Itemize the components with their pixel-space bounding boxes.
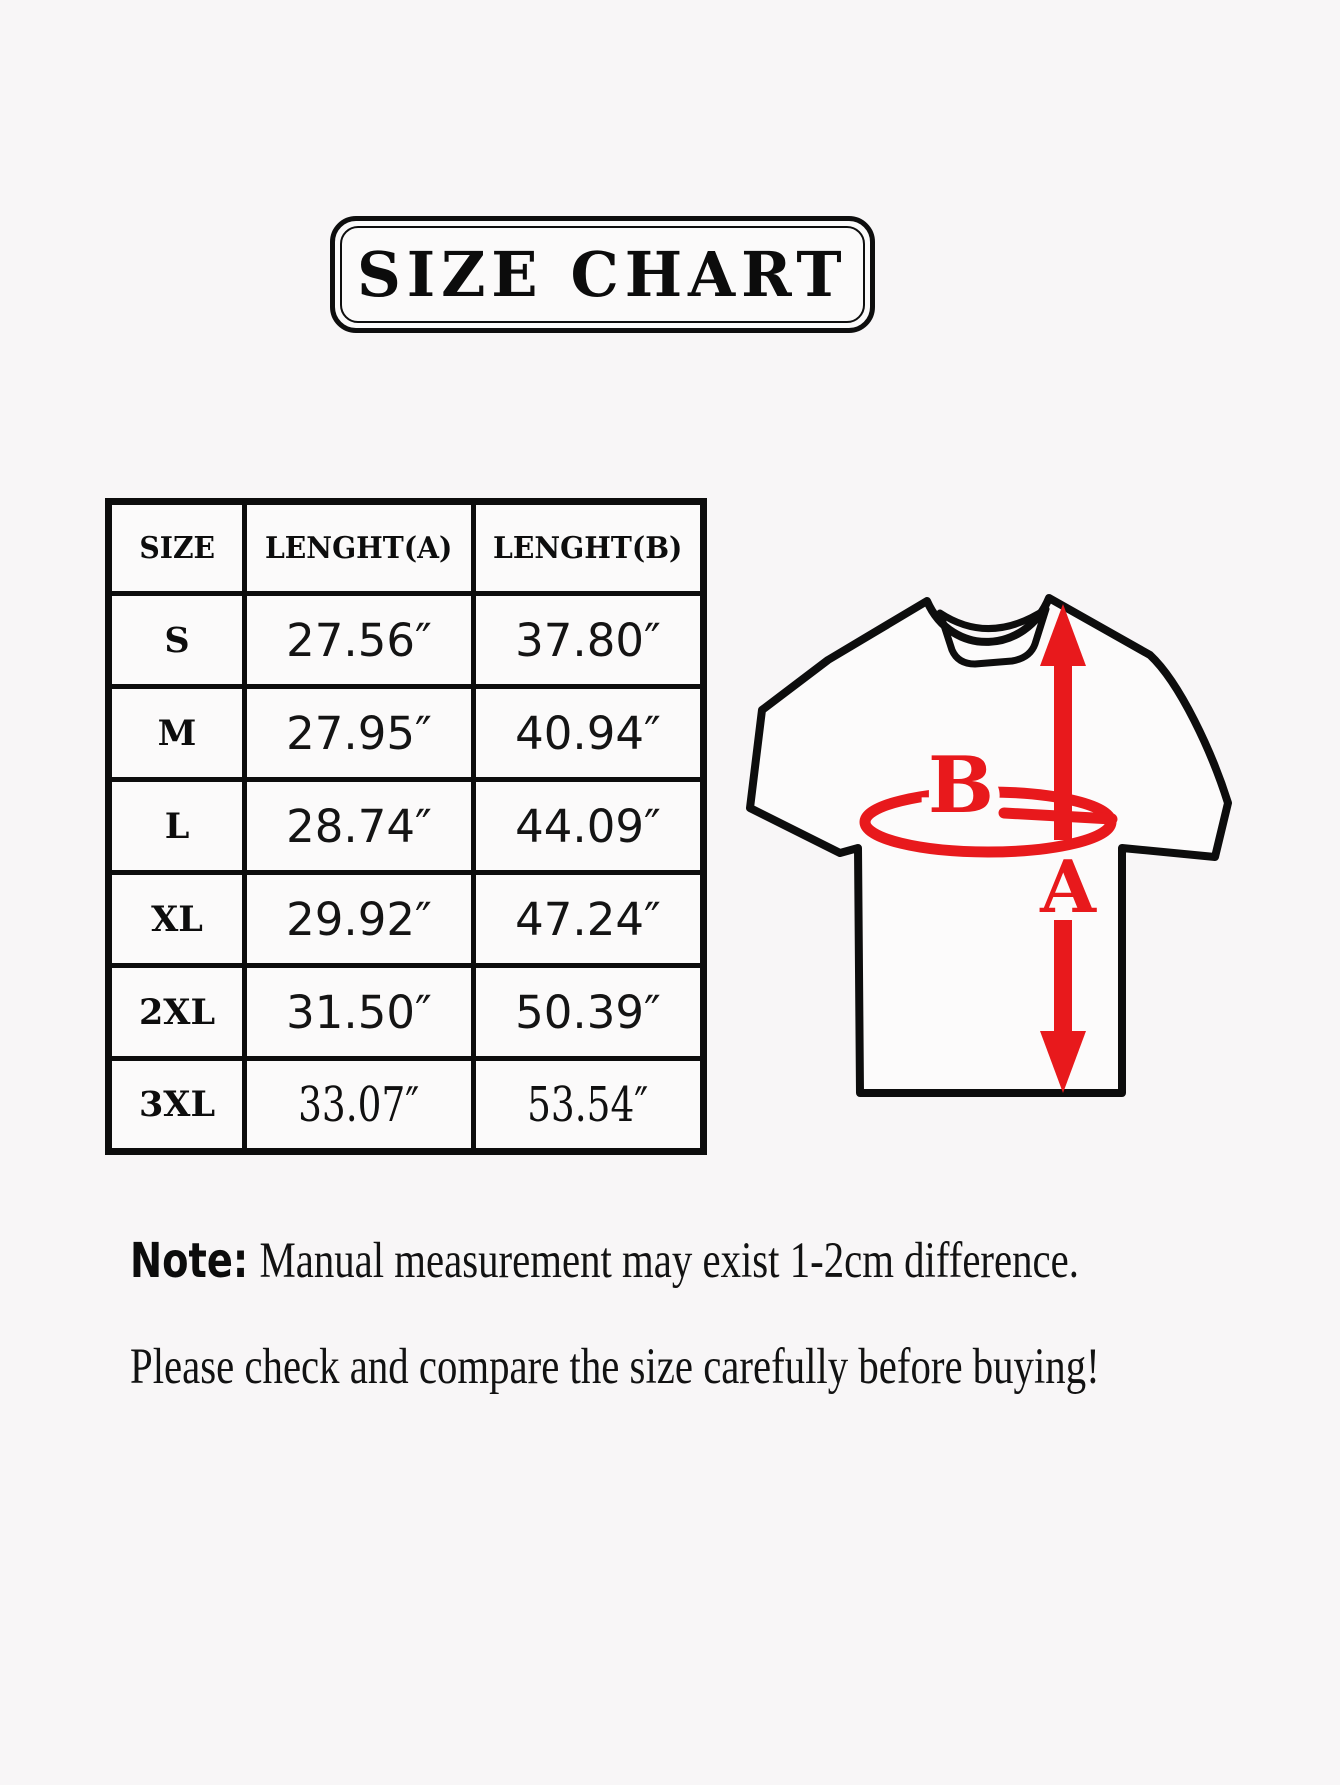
cell-size: 3XL [109,1059,245,1152]
page-title: SIZE CHART [357,238,848,311]
cell-length-a: 28.74″ [245,780,474,873]
title-box-inner-border [340,226,865,323]
cell-length-b: 40.94″ [474,687,704,780]
cell-size: S [109,594,245,687]
tshirt-diagram [600,520,1260,1120]
cell-length-b: 37.80″ [474,594,704,687]
cell-length-b: 50.39″ [474,966,704,1059]
cell-length-b: 47.24″ [474,873,704,966]
cell-length-b: 44.09″ [474,780,704,873]
cell-length-a: 27.56″ [245,594,474,687]
cell-size: XL [109,873,245,966]
tshirt-outline [750,598,1228,1093]
cell-length-b: 53.54″ [474,1059,704,1152]
cell-length-a: 33.07″ [245,1059,474,1152]
note-text-1: Manual measurement may exist 1-2cm difference. [259,1233,1079,1289]
label-a: A [1040,844,1096,929]
cell-length-a: 27.95″ [245,687,474,780]
note-prefix: Note: [130,1233,249,1289]
arrow-upper-shaft [1054,658,1072,840]
cell-size: L [109,780,245,873]
header-cell-length-a: LENGHT(A) [245,502,474,594]
note-line-2: Please check and compare the size carefully before buying! [130,1339,1100,1395]
note-line-1 [130,1232,1079,1290]
arrow-lower-shaft [1054,920,1072,1036]
cell-length-a: 31.50″ [245,966,474,1059]
cell-size: 2XL [109,966,245,1059]
header-cell-length-b: LENGHT(B) [474,502,704,594]
cell-size: M [109,687,245,780]
label-b: B [928,740,994,831]
header-cell-size: SIZE [109,502,245,594]
title-box [330,216,875,333]
cell-length-a: 29.92″ [245,873,474,966]
